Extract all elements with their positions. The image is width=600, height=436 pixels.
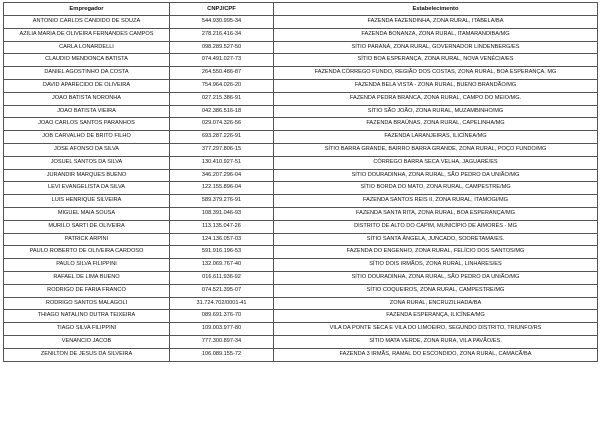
cell-estabelecimento: FAZENDA PEDRA BRANCA, ZONA RURAL, CAMPO DO MEIO/MG. xyxy=(274,92,598,105)
cell-empregador: CARLA LONARDELLI xyxy=(4,41,170,54)
cell-estabelecimento: FAZENDA BELA VISTA - ZONA RURAL, BUENO BRANDÃO/MG xyxy=(274,79,598,92)
table-row xyxy=(4,28,598,41)
employer-table xyxy=(3,2,598,362)
cell-estabelecimento: FAZENDA CÓRREGO FUNDO, REGIÃO DOS COSTAS, ZONA RURAL, BOA ESPERANÇA, MG xyxy=(274,67,598,80)
cell-cnpj-cpf: 544.930.995-34 xyxy=(170,16,274,29)
cell-cnpj-cpf: 377.297.806-15 xyxy=(170,143,274,156)
header-cnpj-cpf: CNPJ/CPF xyxy=(170,3,274,16)
cell-empregador: ZENILTON DE JESUS DA SILVEIRA xyxy=(4,348,170,361)
table-row xyxy=(4,54,598,67)
cell-cnpj-cpf: 346.207.296-04 xyxy=(170,169,274,182)
table-row xyxy=(4,169,598,182)
cell-empregador: JURANDIR MARQUES BUENO xyxy=(4,169,170,182)
table-row xyxy=(4,92,598,105)
cell-estabelecimento: SÍTIO DOURADINHA, ZONA RURAL, SÃO PEDRO DA UNIÃO/MG xyxy=(274,169,598,182)
table-row xyxy=(4,233,598,246)
cell-cnpj-cpf: 130.410.927-51 xyxy=(170,156,274,169)
cell-empregador: CLAUDIO MENDONCA BATISTA xyxy=(4,54,170,67)
cell-estabelecimento: FAZENDA BRAÚNAS, ZONA RURAL, CAPELINHA/MG xyxy=(274,118,598,131)
table-row xyxy=(4,297,598,310)
cell-estabelecimento: SÍTIO MATA VERDE, ZONA RURA, VILA PAVÃO/ES. xyxy=(274,335,598,348)
cell-estabelecimento: FAZENDA BONANZA, ZONA RURAL, ITAMARANDIBA/MG xyxy=(274,28,598,41)
table-header-row xyxy=(4,3,598,16)
cell-estabelecimento: FAZENDA ESPERANÇA, ILICÍNEA/MG xyxy=(274,310,598,323)
cell-empregador: MIGUEL MAIA SOUSA xyxy=(4,207,170,220)
table-row xyxy=(4,41,598,54)
cell-estabelecimento: FAZENDA SANTA RITA, ZONA RURAL, BOA ESPERANÇA/MG xyxy=(274,207,598,220)
employer-table-container xyxy=(3,2,597,362)
cell-empregador: DANIEL AGOSTINHO DA COSTA xyxy=(4,67,170,80)
cell-empregador: JOAO BATISTA VIEIRA xyxy=(4,105,170,118)
cell-empregador: VENANCIO JACOB xyxy=(4,335,170,348)
cell-estabelecimento: SÍTIO DOIS IRMÃOS, ZONA RURAL, LINHARES/ES xyxy=(274,259,598,272)
table-row xyxy=(4,182,598,195)
table-row xyxy=(4,67,598,80)
cell-empregador: RODRIGO SANTOS MALAGOLI xyxy=(4,297,170,310)
cell-empregador: THIAGO NATALINO DUTRA TEIXEIRA xyxy=(4,310,170,323)
cell-empregador: RODRIGO DE FARIA FRANCO xyxy=(4,284,170,297)
cell-cnpj-cpf: 108.391.046-93 xyxy=(170,207,274,220)
cell-estabelecimento: FAZENDA FAZENDINHA, ZONA RURAL, ITABELA/BA xyxy=(274,16,598,29)
cell-estabelecimento: FAZENDA LARANJEIRAS, ILICÍNEA/MG xyxy=(274,131,598,144)
cell-empregador: TIAGO SILVA FILIPPINI xyxy=(4,323,170,336)
cell-empregador: JOB CARVALHO DE BRITO FILHO xyxy=(4,131,170,144)
table-row xyxy=(4,131,598,144)
cell-cnpj-cpf: 113.135.047-26 xyxy=(170,220,274,233)
table-row xyxy=(4,335,598,348)
cell-estabelecimento: SÍTIO PARANÁ, ZONA RURAL, GOVERNADOR LINDENBERG/ES xyxy=(274,41,598,54)
cell-estabelecimento: FAZENDA DO ENGENHO, ZONA RURAL, FELÍCIO DOS SANTOS/MG xyxy=(274,246,598,259)
cell-cnpj-cpf: 122.155.896-04 xyxy=(170,182,274,195)
cell-cnpj-cpf: 264.550.486-87 xyxy=(170,67,274,80)
table-body xyxy=(4,16,598,362)
table-row xyxy=(4,79,598,92)
cell-estabelecimento: SÍTIO SÃO JOÃO, ZONA RURAL, MUZAMBINHO/MG xyxy=(274,105,598,118)
cell-cnpj-cpf: 132.069.767-40 xyxy=(170,259,274,272)
cell-cnpj-cpf: 074.491.027-73 xyxy=(170,54,274,67)
cell-cnpj-cpf: 042.386.516-18 xyxy=(170,105,274,118)
cell-estabelecimento: CÓRREGO BARRA SECA VELHA, JAGUARÉ/ES xyxy=(274,156,598,169)
table-row xyxy=(4,195,598,208)
cell-empregador: PATRICK ARPINI xyxy=(4,233,170,246)
table-row xyxy=(4,156,598,169)
cell-empregador: LEVI EVANGELISTA DA SILVA xyxy=(4,182,170,195)
table-row xyxy=(4,246,598,259)
table-row xyxy=(4,271,598,284)
header-empregador: Empregador xyxy=(4,3,170,16)
cell-estabelecimento: DISTRITO DE ALTO DO CAPIM, MUNICÍPIO DE AIMORÉS - MG xyxy=(274,220,598,233)
cell-estabelecimento: ZONA RURAL, ENCRUZILHADA/BA xyxy=(274,297,598,310)
cell-estabelecimento: SÍTIO COQUEIROS, ZONA RURAL, CAMPESTRE/MG xyxy=(274,284,598,297)
cell-empregador: JOSE AFONSO DA SILVA xyxy=(4,143,170,156)
table-row xyxy=(4,259,598,272)
table-row xyxy=(4,105,598,118)
cell-estabelecimento: VILA DA PONTE SECA E VILA DO LIMOEIRO, SEGUNDO DISTRITO, TRIUNFO/RS xyxy=(274,323,598,336)
cell-empregador: MURILO SARTI DE OLIVEIRA xyxy=(4,220,170,233)
table-row xyxy=(4,143,598,156)
table-row xyxy=(4,323,598,336)
cell-cnpj-cpf: 106.089.155-72 xyxy=(170,348,274,361)
cell-cnpj-cpf: 016.611.936-92 xyxy=(170,271,274,284)
cell-cnpj-cpf: 027.215.386-91 xyxy=(170,92,274,105)
header-estabelecimento: Estabelecimento xyxy=(274,3,598,16)
cell-estabelecimento: SÍTIO BOA ESPERANÇA, ZONA RURAL, NOVA VENÉCIA/ES xyxy=(274,54,598,67)
table-row xyxy=(4,220,598,233)
cell-estabelecimento: SÍTIO SANTA ÂNGELA, JUNCADO, SOORETAMA/ES. xyxy=(274,233,598,246)
table-row xyxy=(4,16,598,29)
cell-estabelecimento: SÍTIO BARRA GRANDE, BAIRRO BARRA GRANDE, ZONA RURAL, POÇO FUNDO/MG xyxy=(274,143,598,156)
cell-empregador: LUIS HENRIQUE SILVEIRA xyxy=(4,195,170,208)
cell-cnpj-cpf: 31.724.702/0001-41 xyxy=(170,297,274,310)
cell-estabelecimento: SÍTIO DOURADINHA, ZONA RURAL, SÃO PEDRO DA UNIÃO/MG xyxy=(274,271,598,284)
cell-cnpj-cpf: 591.916.196-53 xyxy=(170,246,274,259)
cell-empregador: JOAO CARLOS SANTOS PARANHOS xyxy=(4,118,170,131)
cell-empregador: PAULO ROBERTO DE OLIVEIRA CARDOSO xyxy=(4,246,170,259)
cell-estabelecimento: SÍTIO BORDA DO MATO, ZONA RURAL, CAMPESTRE/MG xyxy=(274,182,598,195)
table-row xyxy=(4,348,598,361)
cell-cnpj-cpf: 109.003.977-80 xyxy=(170,323,274,336)
table-row xyxy=(4,118,598,131)
cell-cnpj-cpf: 074.521.395-07 xyxy=(170,284,274,297)
cell-cnpj-cpf: 278.216.416-34 xyxy=(170,28,274,41)
cell-empregador: PAULO SILVA FILIPPINI xyxy=(4,259,170,272)
cell-empregador: RAFAEL DE LIMA BUENO xyxy=(4,271,170,284)
cell-cnpj-cpf: 098.289.527-50 xyxy=(170,41,274,54)
table-row xyxy=(4,207,598,220)
cell-empregador: ANTONIO CARLOS CANDIDO DE SOUZA xyxy=(4,16,170,29)
cell-empregador: AZILIA MARIA DE OLIVEIRA FERNANDES CAMPOS xyxy=(4,28,170,41)
cell-cnpj-cpf: 777.300.897-34 xyxy=(170,335,274,348)
cell-cnpj-cpf: 089.691.376-70 xyxy=(170,310,274,323)
cell-empregador: JOAO BATISTA NORONHA xyxy=(4,92,170,105)
cell-cnpj-cpf: 029.074.326-56 xyxy=(170,118,274,131)
table-row xyxy=(4,284,598,297)
cell-estabelecimento: FAZENDA 3 IRMÃS, RAMAL DO ESCONDIDO, ZONA RURAL, CAMACÃ/BA xyxy=(274,348,598,361)
cell-empregador: DAVID APARECIDO DE OLIVEIRA xyxy=(4,79,170,92)
cell-empregador: JOSUEL SANTOS DA SILVA xyxy=(4,156,170,169)
table-row xyxy=(4,310,598,323)
cell-cnpj-cpf: 124.136.057-03 xyxy=(170,233,274,246)
cell-cnpj-cpf: 754.964.026-20 xyxy=(170,79,274,92)
cell-cnpj-cpf: 693.287.226-91 xyxy=(170,131,274,144)
cell-cnpj-cpf: 589.379.276-91 xyxy=(170,195,274,208)
cell-estabelecimento: FAZENDA SANTOS REIS II, ZONA RURAL, ITAMOGI/MG xyxy=(274,195,598,208)
